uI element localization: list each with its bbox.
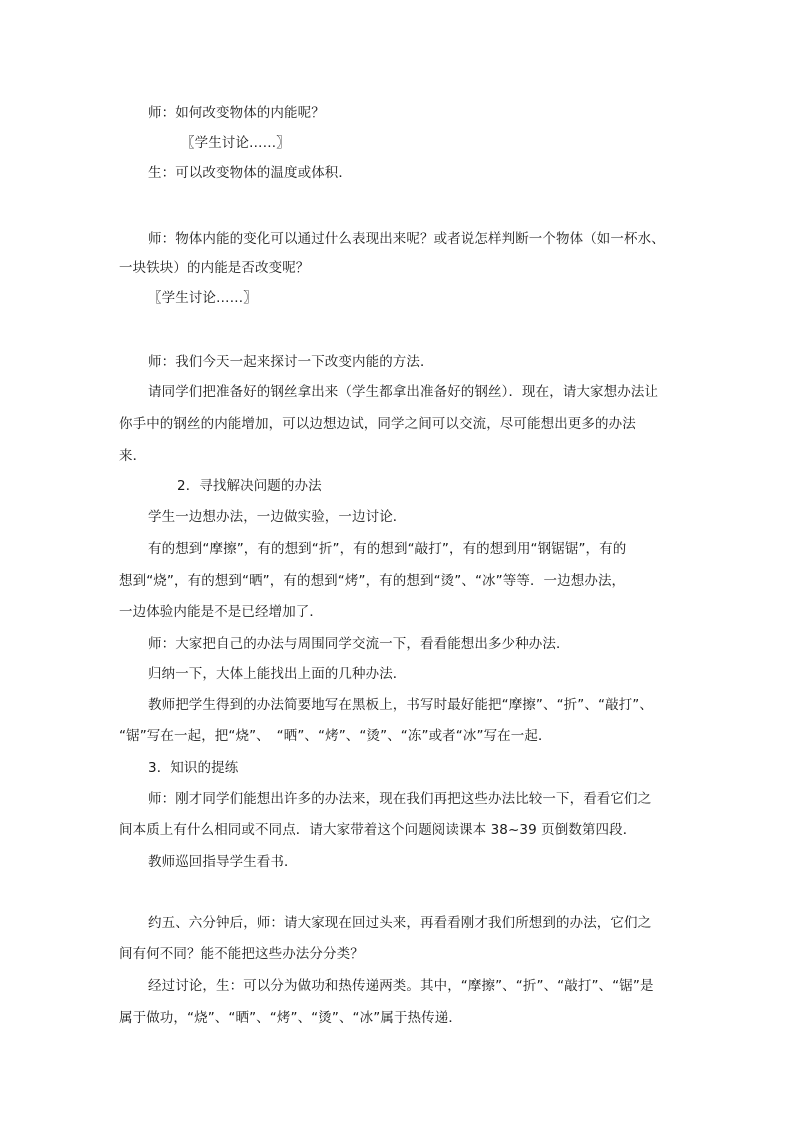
paragraph-continuation: “锯”写在一起，把“烧”、 “晒”、“烤”、“烫”、“冻”或者“冰”写在一起． [119, 728, 552, 744]
section-heading: 2．寻找解决问题的办法 [177, 478, 322, 494]
paragraph-line: 经过讨论，生：可以分为做功和热传递两类。其中，“摩擦”、“折”、“敲打”、“锯”是 [148, 978, 654, 994]
paragraph-continuation: 想到“烧”，有的想到“晒”，有的想到“烤”，有的想到“烫”、“冰”等等．一边想办法， [119, 573, 626, 589]
section-heading: 3．知识的提练 [148, 760, 239, 776]
paragraph-line: 教师巡回指导学生看书． [148, 854, 298, 870]
student-discussion-note: 〖学生讨论……〗 [181, 135, 290, 151]
teacher-statement-line: 师：大家把自己的办法与周围同学交流一下，看看能想出多少种办法． [148, 636, 570, 652]
teacher-statement-line: 师：我们今天一起来探讨一下改变内能的方法． [148, 354, 434, 370]
paragraph-line: 学生一边想办法，一边做实验，一边讨论． [148, 509, 407, 525]
paragraph-continuation: 你手中的钢丝的内能增加，可以边想边试，同学之间可以交流，尽可能想出更多的办法 [119, 416, 636, 432]
student-answer-line: 生：可以改变物体的温度或体积． [148, 165, 352, 181]
paragraph-line: 教师把学生得到的办法简要地写在黑板上，书写时最好能把“摩擦”、“折”、“敲打”、 [148, 697, 653, 713]
paragraph-continuation: 间本质上有什么相同或不同点．请大家带着这个问题阅读课本 38~39 页倒数第四段． [119, 822, 637, 838]
teacher-question-line: 师：如何改变物体的内能呢？ [148, 105, 325, 121]
paragraph-line: 约五、六分钟后，师：请大家现在回过头来，再看看刚才我们所想到的办法，它们之 [148, 915, 652, 931]
teacher-question-line: 师：物体内能的变化可以通过什么表现出来呢？或者说怎样判断一个物体（如一杯水、 [148, 231, 665, 247]
paragraph-continuation: 一块铁块）的内能是否改变呢？ [119, 260, 310, 276]
teacher-statement-line: 师：刚才同学们能想出许多的办法来，现在我们再把这些办法比较一下，看看它们之 [148, 791, 652, 807]
paragraph-line: 有的想到“摩擦”，有的想到“折”，有的想到“敲打”，有的想到用“钢锯锯”，有的 [148, 541, 627, 557]
paragraph-line: 请同学们把准备好的钢丝拿出来（学生都拿出准备好的钢丝）．现在，请大家想办法让 [148, 384, 659, 400]
paragraph-continuation: 来． [119, 448, 147, 464]
paragraph-continuation: 一边体验内能是不是已经增加了． [119, 604, 323, 620]
paragraph-continuation: 属于做功，“烧”、“晒”、“烤”、“烫”、“冰”属于热传递． [119, 1010, 462, 1026]
student-discussion-note: 〖学生讨论……〗 [148, 290, 257, 306]
paragraph-continuation: 间有何不同？能不能把这些办法分分类？ [119, 946, 364, 962]
paragraph-line: 归纳一下，大体上能找出上面的几种办法． [148, 666, 407, 682]
